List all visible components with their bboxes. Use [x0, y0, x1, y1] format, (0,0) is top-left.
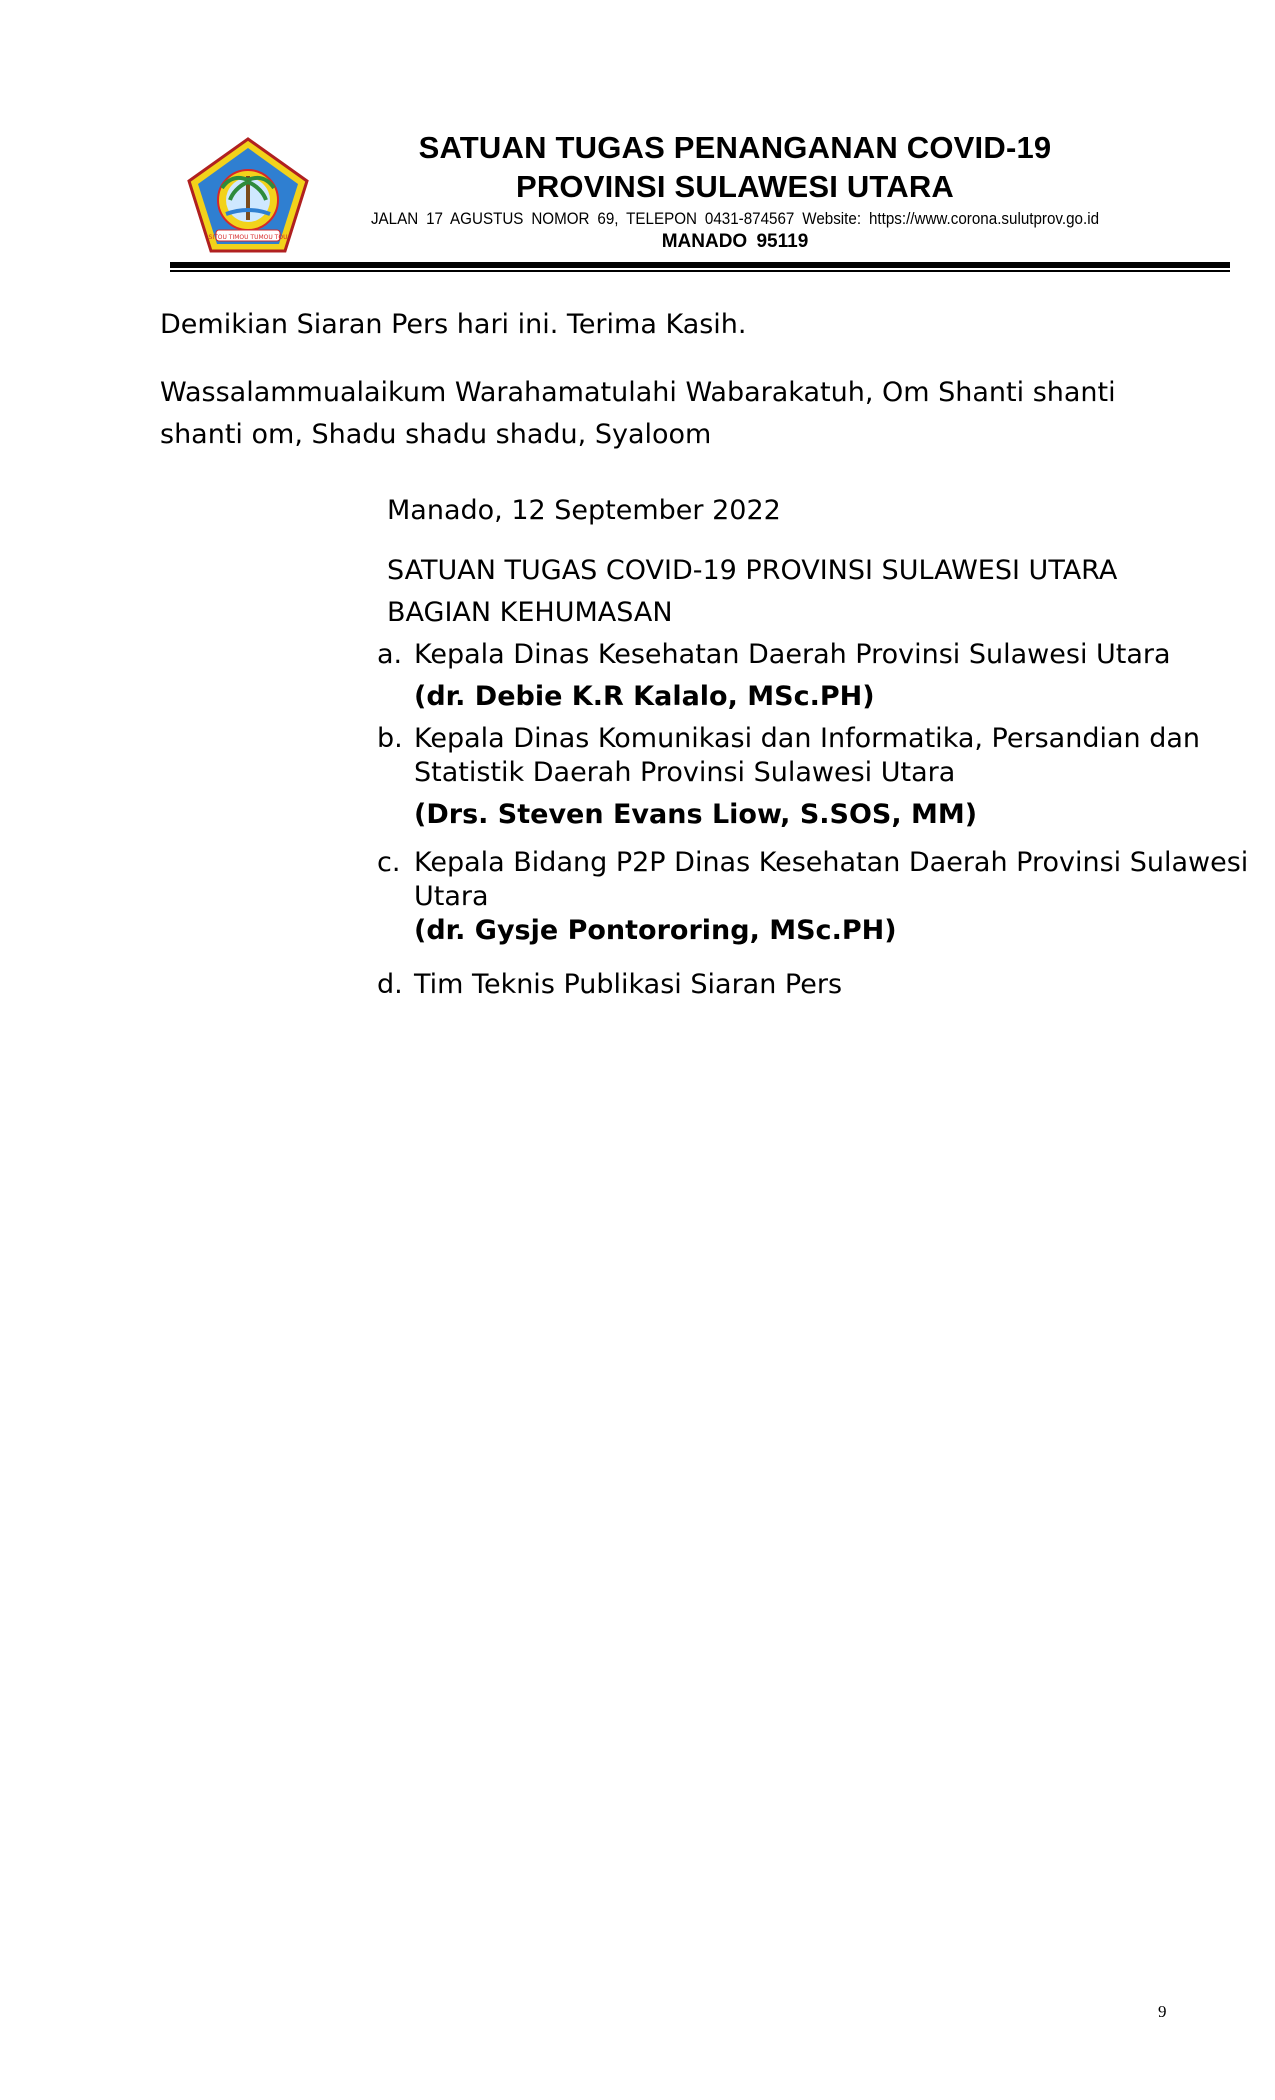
- list-marker: d.: [377, 969, 403, 1000]
- letterhead-city: MANADO 95119: [661, 231, 809, 252]
- logo-motto: SITOU TIMOU TUMOU TOU: [208, 234, 288, 241]
- closing-line: Demikian Siaran Pers hari ini. Terima Kasih.: [160, 309, 747, 340]
- letterhead-divider-thick: [170, 262, 1230, 268]
- signatory-title: Kepala Dinas Kesehatan Daerah Provinsi Sulawesi Utara: [414, 639, 1171, 670]
- organization-line2: BAGIAN KEHUMASAN: [387, 597, 673, 628]
- signatory-title: Kepala Dinas Komunikasi dan Informatika, Persandian dan Statistik Daerah Provinsi Sulawesi Utara: [414, 723, 1200, 788]
- signatory-title: Kepala Bidang P2P Dinas Kesehatan Daerah Provinsi Sulawesi Utara: [414, 847, 1249, 912]
- page-number: 9: [1158, 2002, 1167, 2021]
- place-date: Manado, 12 September 2022: [387, 495, 781, 526]
- letterhead-divider-thin: [170, 270, 1230, 272]
- list-marker: c.: [377, 847, 401, 878]
- letterhead-title-line2: PROVINSI SULAWESI UTARA: [515, 169, 955, 204]
- provincial-emblem-icon: [186, 136, 310, 254]
- greeting-paragraph: Wassalammualaikum Warahamatulahi Wabarakatuh, Om Shanti shanti shanti om, Shadu shadu shadu, Syaloom: [160, 377, 1116, 450]
- signatory-name: (Drs. Steven Evans Liow, S.SOS, MM): [414, 799, 978, 830]
- letterhead-title-line1: SATUAN TUGAS PENANGANAN COVID-19: [418, 130, 1052, 165]
- list-marker: b.: [377, 723, 403, 754]
- organization-line1: SATUAN TUGAS COVID-19 PROVINSI SULAWESI UTARA: [387, 555, 1118, 586]
- signatory-title: Tim Teknis Publikasi Siaran Pers: [414, 969, 843, 1000]
- signatory-name: (dr. Debie K.R Kalalo, MSc.PH): [414, 681, 875, 712]
- list-marker: a.: [377, 639, 403, 670]
- letterhead-address: JALAN 17 AGUSTUS NOMOR 69, TELEPON 0431-874567 Website: https://www.corona.sulutprov.go.id: [370, 210, 1100, 228]
- signatory-name: (dr. Gysje Pontororing, MSc.PH): [414, 915, 897, 946]
